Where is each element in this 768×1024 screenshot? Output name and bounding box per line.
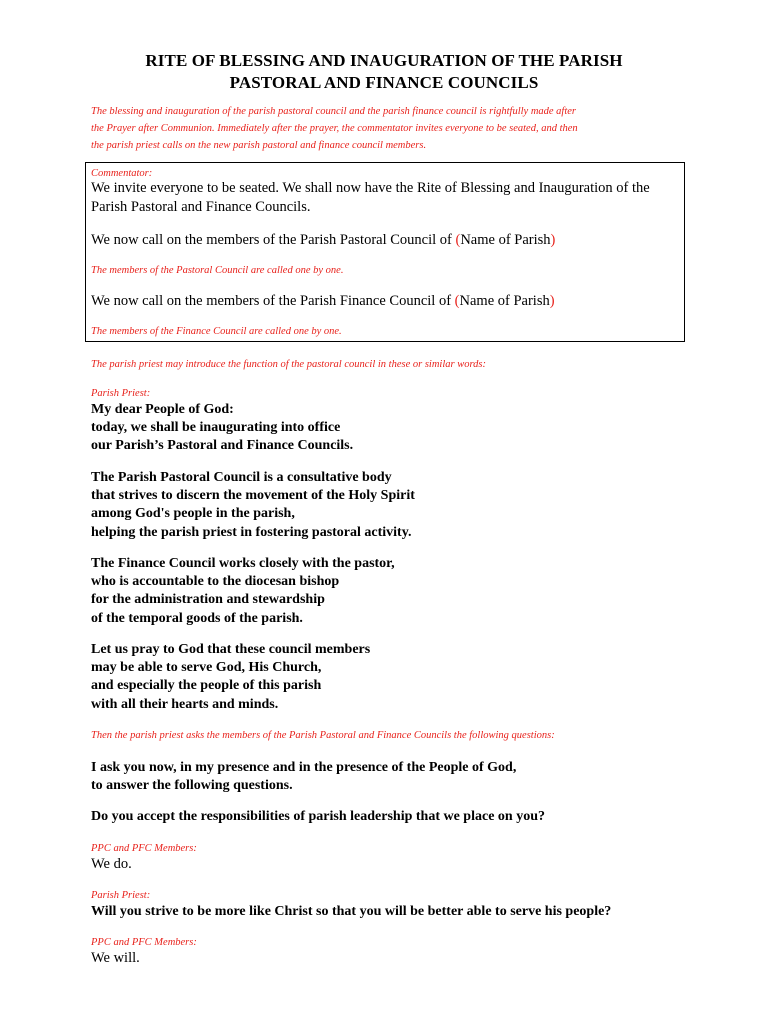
- invite-line-1: We invite everyone to be seated. We shall now have the Rite of Blessing and Inauguration of the: [91, 180, 650, 196]
- finance-call-text: We now call on the members of the Parish Finance Council of: [91, 293, 455, 309]
- ask-paragraph: [91, 759, 516, 795]
- address-line: our Parish’s Pastoral and Finance Councils.: [91, 438, 354, 454]
- introduce-rubric: The parish priest may introduce the function of the pastoral council in these or similar words:: [91, 359, 486, 370]
- address-paragraph-2: [91, 469, 415, 542]
- paren-open: (: [455, 232, 461, 248]
- priest-label-2: Parish Priest:: [91, 890, 151, 901]
- parish-name-placeholder: Name of Parish: [460, 232, 551, 248]
- paren-open: (: [454, 293, 460, 309]
- address-line: helping the parish priest in fostering pastoral activity.: [91, 524, 412, 540]
- address-paragraph-1: [91, 401, 353, 456]
- address-line: The Finance Council works closely with the pastor,: [91, 556, 395, 571]
- page-title: [0, 50, 768, 94]
- address-line: among God's people in the parish,: [91, 506, 295, 522]
- commentator-box: [85, 162, 685, 342]
- address-line: The Parish Pastoral Council is a consultative body: [91, 470, 392, 485]
- finance-call-line: [91, 292, 555, 311]
- paren-close: ): [550, 232, 556, 248]
- ask-line: I ask you now, in my presence and in the presence of the People of God,: [91, 760, 517, 775]
- commentator-invite: [91, 179, 650, 217]
- pastoral-call-text: We now call on the members of the Parish Pastoral Council of: [91, 232, 456, 248]
- question-2: Will you strive to be more like Christ so that you will be better able to serve his people?: [91, 904, 612, 919]
- pastoral-rubric: The members of the Pastoral Council are called one by one.: [91, 265, 344, 276]
- title-line-2: PASTORAL AND FINANCE COUNCILS: [229, 73, 539, 92]
- answer-1: We do.: [91, 856, 132, 872]
- answer-2: We will.: [91, 950, 140, 966]
- address-line: with all their hearts and minds.: [91, 696, 279, 712]
- address-line: My dear People of God:: [91, 402, 234, 417]
- address-paragraph-4: [91, 641, 370, 714]
- members-label: PPC and PFC Members:: [91, 843, 197, 854]
- parish-name-placeholder: Name of Parish: [459, 293, 550, 309]
- intro-rubric-line: the Prayer after Communion. Immediately after the prayer, the commentator invites everyone to be seated, and then: [91, 123, 578, 134]
- pastoral-call-line: [91, 231, 555, 250]
- title-line-1: RITE OF BLESSING AND INAUGURATION OF THE PARISH: [145, 51, 623, 70]
- question-1: Do you accept the responsibilities of parish leadership that we place on you?: [91, 809, 545, 824]
- address-line: that strives to discern the movement of the Holy Spirit: [91, 488, 415, 504]
- address-line: of the temporal goods of the parish.: [91, 610, 303, 626]
- finance-rubric: The members of the Finance Council are called one by one.: [91, 326, 342, 337]
- invite-line-2: Parish Pastoral and Finance Councils.: [91, 199, 311, 215]
- paren-close: ): [549, 293, 555, 309]
- intro-rubric-line: The blessing and inauguration of the parish pastoral council and the parish finance council is rightfully made after: [91, 106, 577, 117]
- address-line: who is accountable to the diocesan bishop: [91, 574, 340, 590]
- priest-label: Parish Priest:: [91, 388, 151, 399]
- ask-line: to answer the following questions.: [91, 778, 293, 794]
- questions-rubric: Then the parish priest asks the members of the Parish Pastoral and Finance Councils the following questions:: [91, 730, 555, 741]
- address-line: Let us pray to God that these council members: [91, 642, 371, 657]
- address-line: may be able to serve God, His Church,: [91, 660, 322, 676]
- address-line: today, we shall be inaugurating into office: [91, 420, 341, 436]
- address-line: and especially the people of this parish: [91, 678, 322, 694]
- members-label-2: PPC and PFC Members:: [91, 937, 197, 948]
- address-line: for the administration and stewardship: [91, 592, 325, 608]
- intro-rubric: [91, 103, 691, 154]
- commentator-label: Commentator:: [91, 168, 153, 179]
- intro-rubric-line: the parish priest calls on the new parish pastoral and finance council members.: [91, 140, 427, 151]
- address-paragraph-3: [91, 555, 395, 628]
